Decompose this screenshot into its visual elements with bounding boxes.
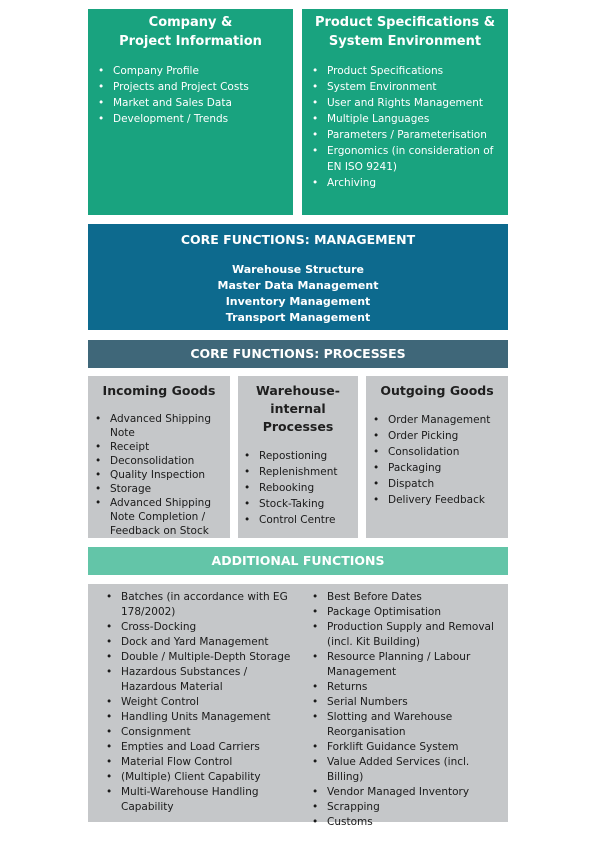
- list-item: • Handling Units Management: [103, 710, 301, 725]
- list-item: • Forklift Guidance System: [309, 740, 508, 755]
- list-item: • Ergonomics (in consideration of EN ISO 9241): [309, 143, 502, 175]
- additional-functions-header: ADDITIONAL FUNCTIONS: [88, 547, 508, 575]
- list-item: • User and Rights Management: [309, 95, 502, 111]
- list-item: • Value Added Services (incl. Billing): [309, 755, 508, 785]
- management-item: Warehouse Structure: [231, 263, 365, 276]
- product-specs-box: [302, 9, 508, 215]
- list-item: • Slotting and Warehouse Reorganisation: [309, 710, 508, 740]
- list-item: • Empties and Load Carriers: [103, 740, 301, 755]
- additional-right-list: [309, 590, 508, 830]
- management-item: Master Data Management: [217, 279, 379, 292]
- list-item: • Quality Inspection: [92, 468, 226, 482]
- warehouse-internal-box: [238, 376, 358, 538]
- list-item: • Package Optimisation: [309, 605, 508, 620]
- company-title-line2: Project Information: [119, 34, 262, 49]
- list-item: • Company Profile: [95, 63, 293, 79]
- list-item: • Consignment: [103, 725, 301, 740]
- list-item: • Storage: [92, 482, 226, 496]
- list-item: • Best Before Dates: [309, 590, 508, 605]
- list-item: • Order Picking: [370, 428, 508, 444]
- list-item: • Multiple Languages: [309, 111, 502, 127]
- management-item: Inventory Management: [225, 295, 371, 308]
- incoming-goods-box: [88, 376, 230, 538]
- company-list: [88, 63, 293, 127]
- list-item: • Consolidation: [370, 444, 508, 460]
- additional-right-column: [301, 584, 508, 828]
- company-project-info-box: [88, 9, 293, 215]
- warehouse-internal-title: [238, 382, 358, 436]
- list-item: • Product Specifications: [309, 63, 502, 79]
- list-item: • Advanced Shipping Note: [92, 412, 226, 440]
- list-item: • Weight Control: [103, 695, 301, 710]
- list-item: • Repostioning: [241, 448, 358, 464]
- list-item: • Vendor Managed Inventory: [309, 785, 508, 800]
- list-item: • (Multiple) Client Capability: [103, 770, 301, 785]
- internal-title-line1: Warehouse-: [256, 383, 340, 398]
- list-item: • Resource Planning / Labour Management: [309, 650, 508, 680]
- outgoing-goods-title: Outgoing Goods: [380, 383, 494, 398]
- list-item: • Production Supply and Removal (incl. Kit Building): [309, 620, 508, 650]
- management-title: CORE FUNCTIONS: MANAGEMENT: [180, 232, 416, 247]
- product-box-title: [302, 9, 508, 51]
- list-item: • Dock and Yard Management: [103, 635, 301, 650]
- company-box-title: [88, 9, 293, 51]
- product-list: [302, 63, 508, 191]
- list-item: • Material Flow Control: [103, 755, 301, 770]
- list-item: • Dispatch: [370, 476, 508, 492]
- list-item: • Archiving: [309, 175, 502, 191]
- list-item: • System Environment: [309, 79, 502, 95]
- outgoing-goods-box: [366, 376, 508, 538]
- list-item: • Packaging: [370, 460, 508, 476]
- list-item: • Control Centre: [241, 512, 358, 528]
- additional-left-list: [103, 590, 301, 815]
- list-item: • Deconsolidation: [92, 454, 226, 468]
- additional-left-column: [88, 584, 301, 822]
- list-item: • Order Management: [370, 412, 508, 428]
- product-title-line1: Product Specifications &: [314, 15, 496, 30]
- list-item: • Receipt: [92, 440, 226, 454]
- list-item: • Stock-Taking: [241, 496, 358, 512]
- internal-title-line2: internal Processes: [262, 401, 334, 434]
- additional-functions-box: [88, 584, 508, 828]
- list-item: • Serial Numbers: [309, 695, 508, 710]
- list-item: • Cross-Docking: [103, 620, 301, 635]
- management-items: [88, 262, 508, 326]
- list-item: • Scrapping: [309, 800, 508, 815]
- list-item: • Customs: [309, 815, 508, 830]
- core-management-box: [88, 224, 508, 330]
- list-item: • Hazardous Substances / Hazardous Material: [103, 665, 301, 695]
- list-item: • Advanced Shipping Note Completion / Feedback on Stock: [92, 496, 226, 538]
- list-item: • Rebooking: [241, 480, 358, 496]
- warehouse-internal-list: [238, 448, 358, 528]
- list-item: • Parameters / Parameterisation: [309, 127, 502, 143]
- list-item: • Market and Sales Data: [95, 95, 293, 111]
- company-title-line1: Company &: [148, 15, 233, 30]
- list-item: • Development / Trends: [95, 111, 293, 127]
- outgoing-goods-list: [366, 412, 508, 508]
- list-item: • Double / Multiple-Depth Storage: [103, 650, 301, 665]
- product-title-line2: System Environment: [328, 34, 482, 49]
- list-item: • Delivery Feedback: [370, 492, 508, 508]
- list-item: • Returns: [309, 680, 508, 695]
- list-item: • Projects and Project Costs: [95, 79, 293, 95]
- list-item: • Multi-Warehouse Handling Capability: [103, 785, 301, 815]
- management-item: Transport Management: [225, 311, 371, 324]
- incoming-goods-title: Incoming Goods: [102, 383, 216, 398]
- core-processes-header: CORE FUNCTIONS: PROCESSES: [88, 340, 508, 368]
- incoming-goods-list: [88, 412, 230, 538]
- list-item: • Batches (in accordance with EG 178/2002): [103, 590, 301, 620]
- list-item: • Replenishment: [241, 464, 358, 480]
